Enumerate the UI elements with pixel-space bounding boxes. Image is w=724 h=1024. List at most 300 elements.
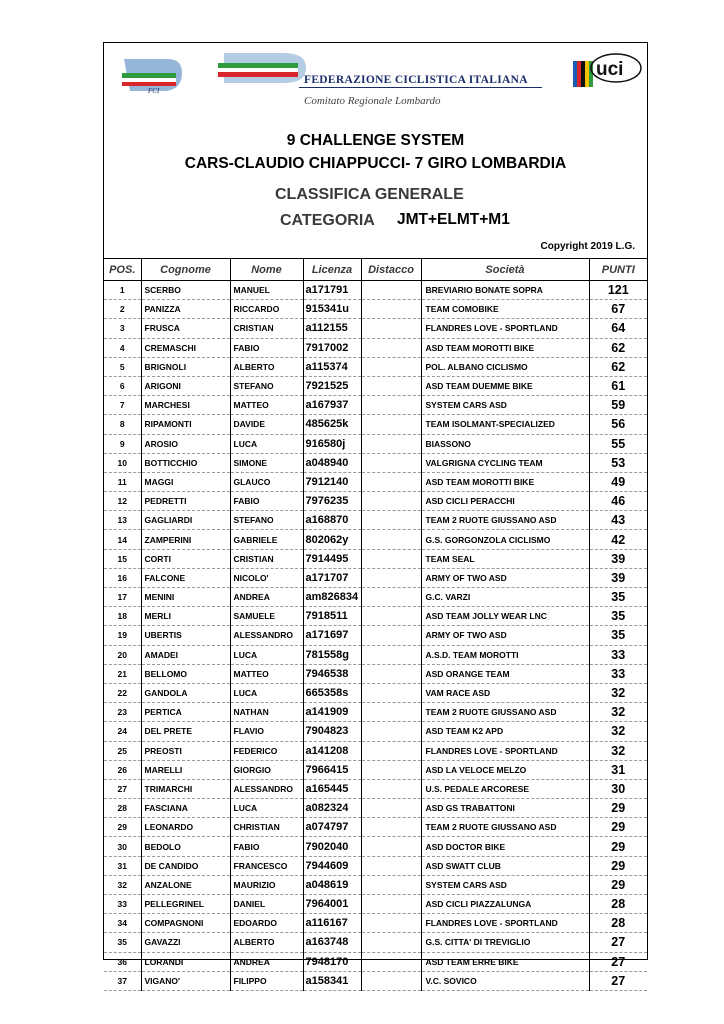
cell-first-name: ALESSANDRO bbox=[230, 779, 303, 798]
cell-team: ASD GS TRABATTONI bbox=[421, 799, 589, 818]
cell-position: 22 bbox=[104, 683, 141, 702]
cell-position: 25 bbox=[104, 741, 141, 760]
cell-surname: FALCONE bbox=[141, 568, 230, 587]
cell-surname: COMPAGNONI bbox=[141, 914, 230, 933]
cell-gap bbox=[361, 741, 421, 760]
ranking-table bbox=[104, 258, 647, 991]
table-header-row bbox=[104, 259, 647, 281]
cell-license: 915341u bbox=[303, 300, 361, 319]
classification-title: CLASSIFICA GENERALE bbox=[275, 186, 464, 203]
cell-team: SYSTEM CARS ASD bbox=[421, 396, 589, 415]
cell-gap bbox=[361, 319, 421, 338]
cell-gap bbox=[361, 472, 421, 491]
cell-gap bbox=[361, 626, 421, 645]
table-row bbox=[104, 703, 647, 722]
event-title-line2: CARS-CLAUDIO CHIAPPUCCI- 7 GIRO LOMBARDIA bbox=[184, 155, 567, 172]
category-value: JMT+ELMT+M1 bbox=[397, 211, 510, 228]
cell-points: 33 bbox=[589, 645, 647, 664]
cell-position: 29 bbox=[104, 818, 141, 837]
uci-logo bbox=[571, 51, 643, 91]
cell-surname: BEDOLO bbox=[141, 837, 230, 856]
cell-surname: FASCIANA bbox=[141, 799, 230, 818]
cell-license: 7948170 bbox=[303, 952, 361, 971]
cell-surname: SCERBO bbox=[141, 281, 230, 300]
cell-gap bbox=[361, 549, 421, 568]
cell-position: 1 bbox=[104, 281, 141, 300]
cell-position: 24 bbox=[104, 722, 141, 741]
cell-points: 39 bbox=[589, 568, 647, 587]
cell-license: a141208 bbox=[303, 741, 361, 760]
cell-points: 35 bbox=[589, 588, 647, 607]
table-row bbox=[104, 760, 647, 779]
uci-logo-text: uci bbox=[596, 59, 624, 80]
cell-surname: MENINI bbox=[141, 588, 230, 607]
column-header-surname: Cognome bbox=[141, 259, 230, 281]
table-row bbox=[104, 645, 647, 664]
cell-gap bbox=[361, 895, 421, 914]
cell-points: 64 bbox=[589, 319, 647, 338]
cell-surname: MARCHESI bbox=[141, 396, 230, 415]
cell-gap bbox=[361, 300, 421, 319]
cell-points: 32 bbox=[589, 683, 647, 702]
ranking-sheet bbox=[103, 42, 648, 988]
cell-gap bbox=[361, 588, 421, 607]
table-row bbox=[104, 530, 647, 549]
cell-first-name: FEDERICO bbox=[230, 741, 303, 760]
cell-surname: BOTTICCHIO bbox=[141, 453, 230, 472]
cell-team: VALGRIGNA CYCLING TEAM bbox=[421, 453, 589, 472]
cell-position: 36 bbox=[104, 952, 141, 971]
cell-team: G.C. VARZI bbox=[421, 588, 589, 607]
cell-gap bbox=[361, 376, 421, 395]
cell-points: 29 bbox=[589, 837, 647, 856]
cell-license: 485625k bbox=[303, 415, 361, 434]
cell-position: 15 bbox=[104, 549, 141, 568]
cell-position: 5 bbox=[104, 357, 141, 376]
cell-surname: PREOSTI bbox=[141, 741, 230, 760]
copyright-note: Copyright 2019 L.G. bbox=[540, 241, 635, 252]
cell-license: a115374 bbox=[303, 357, 361, 376]
cell-license: 7902040 bbox=[303, 837, 361, 856]
table-row bbox=[104, 396, 647, 415]
cell-gap bbox=[361, 875, 421, 894]
cell-team: BIASSONO bbox=[421, 434, 589, 453]
cell-team: G.S. GORGONZOLA CICLISMO bbox=[421, 530, 589, 549]
cell-team: VAM RACE ASD bbox=[421, 683, 589, 702]
cell-points: 67 bbox=[589, 300, 647, 319]
cell-points: 56 bbox=[589, 415, 647, 434]
cell-team: ASD LA VELOCE MELZO bbox=[421, 760, 589, 779]
cell-surname: MAGGI bbox=[141, 472, 230, 491]
cell-gap bbox=[361, 703, 421, 722]
cell-first-name: FLAVIO bbox=[230, 722, 303, 741]
cell-team: ASD DOCTOR BIKE bbox=[421, 837, 589, 856]
cell-points: 42 bbox=[589, 530, 647, 549]
cell-surname: RIPAMONTI bbox=[141, 415, 230, 434]
cell-license: 7914495 bbox=[303, 549, 361, 568]
cell-surname: MERLI bbox=[141, 607, 230, 626]
table-row bbox=[104, 568, 647, 587]
table-row bbox=[104, 683, 647, 702]
column-header-pos: POS. bbox=[104, 259, 141, 281]
cell-first-name: ALBERTO bbox=[230, 357, 303, 376]
cell-position: 10 bbox=[104, 453, 141, 472]
table-row bbox=[104, 664, 647, 683]
table-row bbox=[104, 338, 647, 357]
cell-points: 43 bbox=[589, 511, 647, 530]
cell-gap bbox=[361, 914, 421, 933]
cell-license: 7921525 bbox=[303, 376, 361, 395]
cell-points: 62 bbox=[589, 357, 647, 376]
federation-underline bbox=[299, 87, 542, 88]
cell-points: 35 bbox=[589, 626, 647, 645]
cell-gap bbox=[361, 492, 421, 511]
cell-license: a165445 bbox=[303, 779, 361, 798]
category-label: CATEGORIA bbox=[280, 212, 375, 229]
cell-points: 49 bbox=[589, 472, 647, 491]
cell-points: 28 bbox=[589, 895, 647, 914]
cell-team: G.S. CITTA' DI TREVIGLIO bbox=[421, 933, 589, 952]
cell-gap bbox=[361, 357, 421, 376]
cell-points: 28 bbox=[589, 914, 647, 933]
cell-points: 62 bbox=[589, 338, 647, 357]
cell-position: 27 bbox=[104, 779, 141, 798]
cell-license: a048940 bbox=[303, 453, 361, 472]
cell-points: 27 bbox=[589, 971, 647, 990]
table-row bbox=[104, 319, 647, 338]
cell-gap bbox=[361, 511, 421, 530]
table-row bbox=[104, 607, 647, 626]
cell-first-name: SAMUELE bbox=[230, 607, 303, 626]
cell-first-name: MANUEL bbox=[230, 281, 303, 300]
cell-points: 39 bbox=[589, 549, 647, 568]
cell-first-name: MATTEO bbox=[230, 664, 303, 683]
cell-first-name: ALBERTO bbox=[230, 933, 303, 952]
cell-position: 21 bbox=[104, 664, 141, 683]
cell-position: 35 bbox=[104, 933, 141, 952]
table-row bbox=[104, 453, 647, 472]
table-row bbox=[104, 626, 647, 645]
cell-team: ASD TEAM DUEMME BIKE bbox=[421, 376, 589, 395]
cell-points: 30 bbox=[589, 779, 647, 798]
table-row bbox=[104, 933, 647, 952]
cell-first-name: STEFANO bbox=[230, 511, 303, 530]
cell-gap bbox=[361, 338, 421, 357]
table-body bbox=[104, 281, 647, 991]
cell-license: a158341 bbox=[303, 971, 361, 990]
column-header-name: Nome bbox=[230, 259, 303, 281]
cell-gap bbox=[361, 760, 421, 779]
cell-points: 59 bbox=[589, 396, 647, 415]
cell-license: 7904823 bbox=[303, 722, 361, 741]
cell-team: U.S. PEDALE ARCORESE bbox=[421, 779, 589, 798]
cell-points: 29 bbox=[589, 799, 647, 818]
cell-gap bbox=[361, 799, 421, 818]
cell-team: ASD SWATT CLUB bbox=[421, 856, 589, 875]
cell-gap bbox=[361, 607, 421, 626]
column-header-points: PUNTI bbox=[589, 259, 647, 281]
cell-team: FLANDRES LOVE - SPORTLAND bbox=[421, 741, 589, 760]
cell-surname: CREMASCHI bbox=[141, 338, 230, 357]
cell-gap bbox=[361, 434, 421, 453]
column-header-license: Licenza bbox=[303, 259, 361, 281]
cell-team: TEAM 2 RUOTE GIUSSANO ASD bbox=[421, 818, 589, 837]
cell-points: 32 bbox=[589, 703, 647, 722]
cell-surname: GAVAZZI bbox=[141, 933, 230, 952]
cell-team: V.C. SOVICO bbox=[421, 971, 589, 990]
cell-surname: AROSIO bbox=[141, 434, 230, 453]
cell-team: ARMY OF TWO ASD bbox=[421, 626, 589, 645]
cell-points: 29 bbox=[589, 818, 647, 837]
cell-first-name: GLAUCO bbox=[230, 472, 303, 491]
fci-logo-text: FCI bbox=[148, 87, 160, 95]
cell-license: a048619 bbox=[303, 875, 361, 894]
cell-team: TEAM 2 RUOTE GIUSSANO ASD bbox=[421, 511, 589, 530]
cell-position: 23 bbox=[104, 703, 141, 722]
document-header bbox=[104, 43, 647, 256]
cell-points: 29 bbox=[589, 856, 647, 875]
cell-surname: ARIGONI bbox=[141, 376, 230, 395]
cell-license: a168870 bbox=[303, 511, 361, 530]
cell-surname: FRUSCA bbox=[141, 319, 230, 338]
cell-surname: ZAMPERINI bbox=[141, 530, 230, 549]
cell-points: 55 bbox=[589, 434, 647, 453]
cell-first-name: FABIO bbox=[230, 837, 303, 856]
cell-position: 9 bbox=[104, 434, 141, 453]
cell-position: 11 bbox=[104, 472, 141, 491]
cell-position: 6 bbox=[104, 376, 141, 395]
cell-gap bbox=[361, 281, 421, 300]
cell-license: a112155 bbox=[303, 319, 361, 338]
cell-first-name: EDOARDO bbox=[230, 914, 303, 933]
cell-team: BREVIARIO BONATE SOPRA bbox=[421, 281, 589, 300]
fci-logo bbox=[116, 51, 186, 96]
cell-points: 31 bbox=[589, 760, 647, 779]
cell-gap bbox=[361, 856, 421, 875]
cell-surname: GANDOLA bbox=[141, 683, 230, 702]
cell-first-name: CHRISTIAN bbox=[230, 818, 303, 837]
cell-team: POL. ALBANO CICLISMO bbox=[421, 357, 589, 376]
cell-position: 7 bbox=[104, 396, 141, 415]
cell-license: a082324 bbox=[303, 799, 361, 818]
cell-first-name: FRANCESCO bbox=[230, 856, 303, 875]
cell-first-name: MAURIZIO bbox=[230, 875, 303, 894]
cell-license: 7944609 bbox=[303, 856, 361, 875]
cell-surname: AMADEI bbox=[141, 645, 230, 664]
cell-team: ASD ORANGE TEAM bbox=[421, 664, 589, 683]
cell-gap bbox=[361, 722, 421, 741]
event-title-line1: 9 CHALLENGE SYSTEM bbox=[286, 132, 465, 149]
cell-license: 7917002 bbox=[303, 338, 361, 357]
cell-license: a171707 bbox=[303, 568, 361, 587]
cell-first-name: RICCARDO bbox=[230, 300, 303, 319]
cell-gap bbox=[361, 415, 421, 434]
cell-surname: PELLEGRINEL bbox=[141, 895, 230, 914]
cell-first-name: GIORGIO bbox=[230, 760, 303, 779]
cell-gap bbox=[361, 971, 421, 990]
cell-surname: PERTICA bbox=[141, 703, 230, 722]
cell-position: 37 bbox=[104, 971, 141, 990]
table-row bbox=[104, 875, 647, 894]
cell-license: 7976235 bbox=[303, 492, 361, 511]
cell-gap bbox=[361, 396, 421, 415]
table-row bbox=[104, 492, 647, 511]
cell-license: a141909 bbox=[303, 703, 361, 722]
cell-position: 31 bbox=[104, 856, 141, 875]
cell-team: TEAM SEAL bbox=[421, 549, 589, 568]
cell-gap bbox=[361, 933, 421, 952]
table-row bbox=[104, 914, 647, 933]
cell-team: ARMY OF TWO ASD bbox=[421, 568, 589, 587]
cell-position: 26 bbox=[104, 760, 141, 779]
cell-team: ASD TEAM JOLLY WEAR LNC bbox=[421, 607, 589, 626]
cell-surname: CORTI bbox=[141, 549, 230, 568]
table-row bbox=[104, 799, 647, 818]
table-row bbox=[104, 895, 647, 914]
cell-position: 32 bbox=[104, 875, 141, 894]
cell-first-name: LUCA bbox=[230, 645, 303, 664]
cell-team: ASD CICLI PERACCHI bbox=[421, 492, 589, 511]
cell-team: FLANDRES LOVE - SPORTLAND bbox=[421, 319, 589, 338]
cell-gap bbox=[361, 530, 421, 549]
cell-team: FLANDRES LOVE - SPORTLAND bbox=[421, 914, 589, 933]
cell-license: a163748 bbox=[303, 933, 361, 952]
cell-position: 20 bbox=[104, 645, 141, 664]
cell-points: 61 bbox=[589, 376, 647, 395]
table-row bbox=[104, 549, 647, 568]
cell-license: am826834 bbox=[303, 588, 361, 607]
cell-first-name: FABIO bbox=[230, 338, 303, 357]
cell-points: 35 bbox=[589, 607, 647, 626]
table-row bbox=[104, 588, 647, 607]
column-header-gap: Distacco bbox=[361, 259, 421, 281]
cell-surname: DE CANDIDO bbox=[141, 856, 230, 875]
cell-position: 34 bbox=[104, 914, 141, 933]
cell-position: 17 bbox=[104, 588, 141, 607]
cell-points: 32 bbox=[589, 741, 647, 760]
cell-points: 33 bbox=[589, 664, 647, 683]
cell-points: 32 bbox=[589, 722, 647, 741]
cell-surname: MARELLI bbox=[141, 760, 230, 779]
cell-team: TEAM 2 RUOTE GIUSSANO ASD bbox=[421, 703, 589, 722]
cell-surname: ANZALONE bbox=[141, 875, 230, 894]
cell-team: A.S.D. TEAM MOROTTI bbox=[421, 645, 589, 664]
cell-points: 27 bbox=[589, 952, 647, 971]
cell-first-name: LUCA bbox=[230, 683, 303, 702]
table-row bbox=[104, 722, 647, 741]
cell-license: 7918511 bbox=[303, 607, 361, 626]
cell-first-name: ALESSANDRO bbox=[230, 626, 303, 645]
cell-license: 7946538 bbox=[303, 664, 361, 683]
cell-first-name: ANDREA bbox=[230, 588, 303, 607]
cell-surname: PANIZZA bbox=[141, 300, 230, 319]
cell-first-name: CRISTIAN bbox=[230, 549, 303, 568]
federation-title: FEDERAZIONE CICLISTICA ITALIANA bbox=[304, 74, 528, 86]
cell-gap bbox=[361, 645, 421, 664]
table-row bbox=[104, 779, 647, 798]
table-row bbox=[104, 971, 647, 990]
cell-surname: LORANDI bbox=[141, 952, 230, 971]
cell-position: 18 bbox=[104, 607, 141, 626]
cell-position: 28 bbox=[104, 799, 141, 818]
table-row bbox=[104, 952, 647, 971]
cell-surname: VIGANO' bbox=[141, 971, 230, 990]
cell-first-name: NATHAN bbox=[230, 703, 303, 722]
table-row bbox=[104, 818, 647, 837]
cell-first-name: MATTEO bbox=[230, 396, 303, 415]
cell-surname: TRIMARCHI bbox=[141, 779, 230, 798]
table-row bbox=[104, 472, 647, 491]
table-row bbox=[104, 434, 647, 453]
cell-first-name: ANDREA bbox=[230, 952, 303, 971]
cell-first-name: SIMONE bbox=[230, 453, 303, 472]
cell-license: 7964001 bbox=[303, 895, 361, 914]
cell-first-name: DANIEL bbox=[230, 895, 303, 914]
cell-points: 53 bbox=[589, 453, 647, 472]
cell-position: 14 bbox=[104, 530, 141, 549]
cell-team: TEAM ISOLMANT-SPECIALIZED bbox=[421, 415, 589, 434]
cell-team: ASD CICLI PIAZZALUNGA bbox=[421, 895, 589, 914]
committee-name: Comitato Regionale Lombardo bbox=[304, 95, 441, 107]
cell-license: a116167 bbox=[303, 914, 361, 933]
table-row bbox=[104, 357, 647, 376]
cell-surname: DEL PRETE bbox=[141, 722, 230, 741]
cell-surname: LEONARDO bbox=[141, 818, 230, 837]
cell-license: 665358s bbox=[303, 683, 361, 702]
cell-gap bbox=[361, 664, 421, 683]
cell-position: 30 bbox=[104, 837, 141, 856]
cell-first-name: CRISTIAN bbox=[230, 319, 303, 338]
cell-first-name: DAVIDE bbox=[230, 415, 303, 434]
cell-team: ASD TEAM MOROTTI BIKE bbox=[421, 338, 589, 357]
cell-position: 12 bbox=[104, 492, 141, 511]
cell-license: a171791 bbox=[303, 281, 361, 300]
cell-gap bbox=[361, 952, 421, 971]
table-row bbox=[104, 837, 647, 856]
cell-team: SYSTEM CARS ASD bbox=[421, 875, 589, 894]
cell-first-name: NICOLO' bbox=[230, 568, 303, 587]
cell-position: 13 bbox=[104, 511, 141, 530]
cell-surname: PEDRETTI bbox=[141, 492, 230, 511]
cell-team: ASD TEAM K2 APD bbox=[421, 722, 589, 741]
cell-team: TEAM COMOBIKE bbox=[421, 300, 589, 319]
table-row bbox=[104, 856, 647, 875]
cell-position: 2 bbox=[104, 300, 141, 319]
table-row bbox=[104, 376, 647, 395]
cell-first-name: GABRIELE bbox=[230, 530, 303, 549]
cell-license: a167937 bbox=[303, 396, 361, 415]
cell-position: 8 bbox=[104, 415, 141, 434]
cell-position: 33 bbox=[104, 895, 141, 914]
table-row bbox=[104, 741, 647, 760]
table-row bbox=[104, 511, 647, 530]
cell-points: 29 bbox=[589, 875, 647, 894]
cell-gap bbox=[361, 568, 421, 587]
cell-license: 7966415 bbox=[303, 760, 361, 779]
cell-gap bbox=[361, 453, 421, 472]
cell-surname: UBERTIS bbox=[141, 626, 230, 645]
cell-surname: BRIGNOLI bbox=[141, 357, 230, 376]
cell-team: ASD TEAM ERRE BIKE bbox=[421, 952, 589, 971]
cell-points: 46 bbox=[589, 492, 647, 511]
cell-position: 4 bbox=[104, 338, 141, 357]
cell-position: 3 bbox=[104, 319, 141, 338]
cell-license: 781558g bbox=[303, 645, 361, 664]
cell-first-name: LUCA bbox=[230, 434, 303, 453]
cell-first-name: STEFANO bbox=[230, 376, 303, 395]
table-row bbox=[104, 300, 647, 319]
cell-points: 27 bbox=[589, 933, 647, 952]
